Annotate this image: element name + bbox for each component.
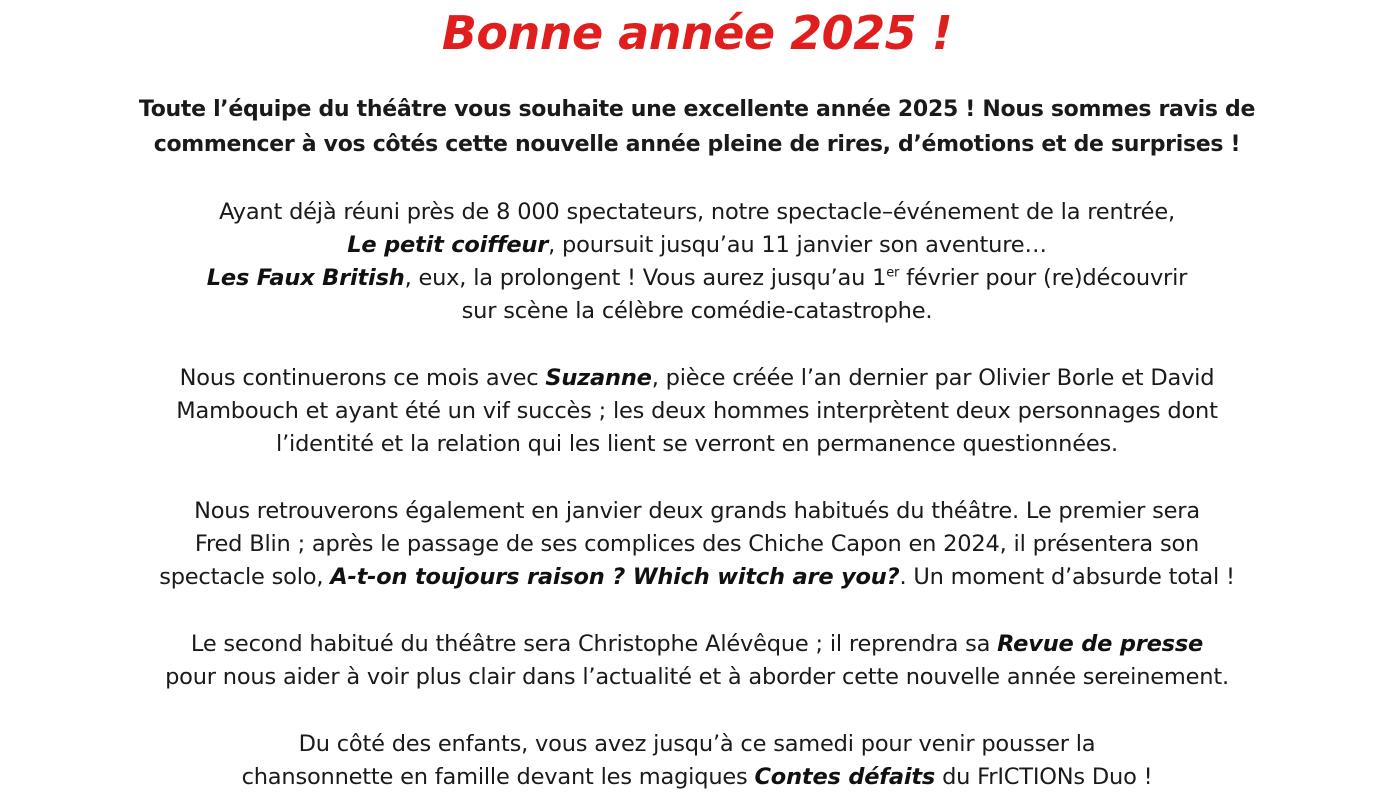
paragraph-line (47, 262, 1347, 295)
ordinal-superscript: er (886, 265, 900, 281)
paragraph-text: du FrICTIONs Duo ! (935, 764, 1153, 790)
paragraph-line: Du côté des enfants, vous avez jusqu’à ce samedi pour venir pousser la (298, 731, 1096, 757)
paragraph-petit-coiffeur (47, 196, 1347, 328)
page-title: Bonne année 2025 ! (441, 6, 953, 60)
paragraph-line (47, 229, 1347, 262)
paragraph-line: Mambouch et ayant été un vif succès ; les deux hommes interprètent deux personnages dont (176, 398, 1218, 424)
intro-line-1: Toute l’équipe du théâtre vous souhaite une excellente année 2025 ! Nous sommes ravis de (138, 97, 1256, 122)
paragraph-suzanne (47, 362, 1347, 461)
paragraph-line: sur scène la célèbre comédie-catastrophe. (461, 298, 933, 324)
paragraph-text: spectacle solo, (159, 564, 331, 590)
paragraph-text: , eux, la prolongent ! Vous aurez jusqu’au 1 (404, 265, 887, 291)
paragraph-line: Ayant déjà réuni près de 8 000 spectateurs, notre spectacle–événement de la rentrée, (219, 199, 1175, 225)
intro-line-2: commencer à vos côtés cette nouvelle année pleine de rires, d’émotions et de surprises ! (153, 132, 1241, 157)
paragraph-line (47, 761, 1347, 794)
paragraph-line (47, 628, 1347, 661)
show-title-which-witch: A-t-on toujours raison ? Which witch are you? (330, 564, 900, 590)
paragraph-line: Nous retrouverons également en janvier deux grands habitués du théâtre. Le premier sera (194, 498, 1200, 524)
show-title-contes-defaits: Contes défaits (754, 764, 936, 790)
show-title-les-faux-british: Les Faux British (206, 265, 405, 291)
paragraph-text: Nous continuerons ce mois avec (179, 365, 546, 391)
paragraph-text: , poursuit jusqu’au 11 janvier son aventure… (548, 232, 1047, 258)
show-title-revue-de-presse: Revue de presse (997, 631, 1204, 657)
intro-paragraph (47, 92, 1347, 162)
paragraph-fred-blin (47, 495, 1347, 594)
paragraph-line: Fred Blin ; après le passage de ses complices des Chiche Capon en 2024, il présentera son (194, 531, 1200, 557)
show-title-le-petit-coiffeur: Le petit coiffeur (347, 232, 549, 258)
paragraph-text: Le second habitué du théâtre sera Christophe Alévêque ; il reprendra sa (190, 631, 998, 657)
paragraph-text: , pièce créée l’an dernier par Olivier Borle et David (651, 365, 1215, 391)
paragraph-text: février pour (re)découvrir (899, 265, 1188, 291)
paragraph-aleveque (47, 628, 1347, 694)
paragraph-line (47, 561, 1347, 594)
show-title-suzanne: Suzanne (545, 365, 652, 391)
paragraph-line: pour nous aider à voir plus clair dans l’actualité et à aborder cette nouvelle année sereinement. (165, 664, 1229, 690)
paragraph-enfants (47, 728, 1347, 794)
paragraph-line: l’identité et la relation qui les lient se verront en permanence questionnées. (276, 431, 1118, 457)
paragraph-text: chansonnette en famille devant les magiques (241, 764, 755, 790)
paragraph-line (47, 362, 1347, 395)
paragraph-text: . Un moment d’absurde total ! (899, 564, 1235, 590)
